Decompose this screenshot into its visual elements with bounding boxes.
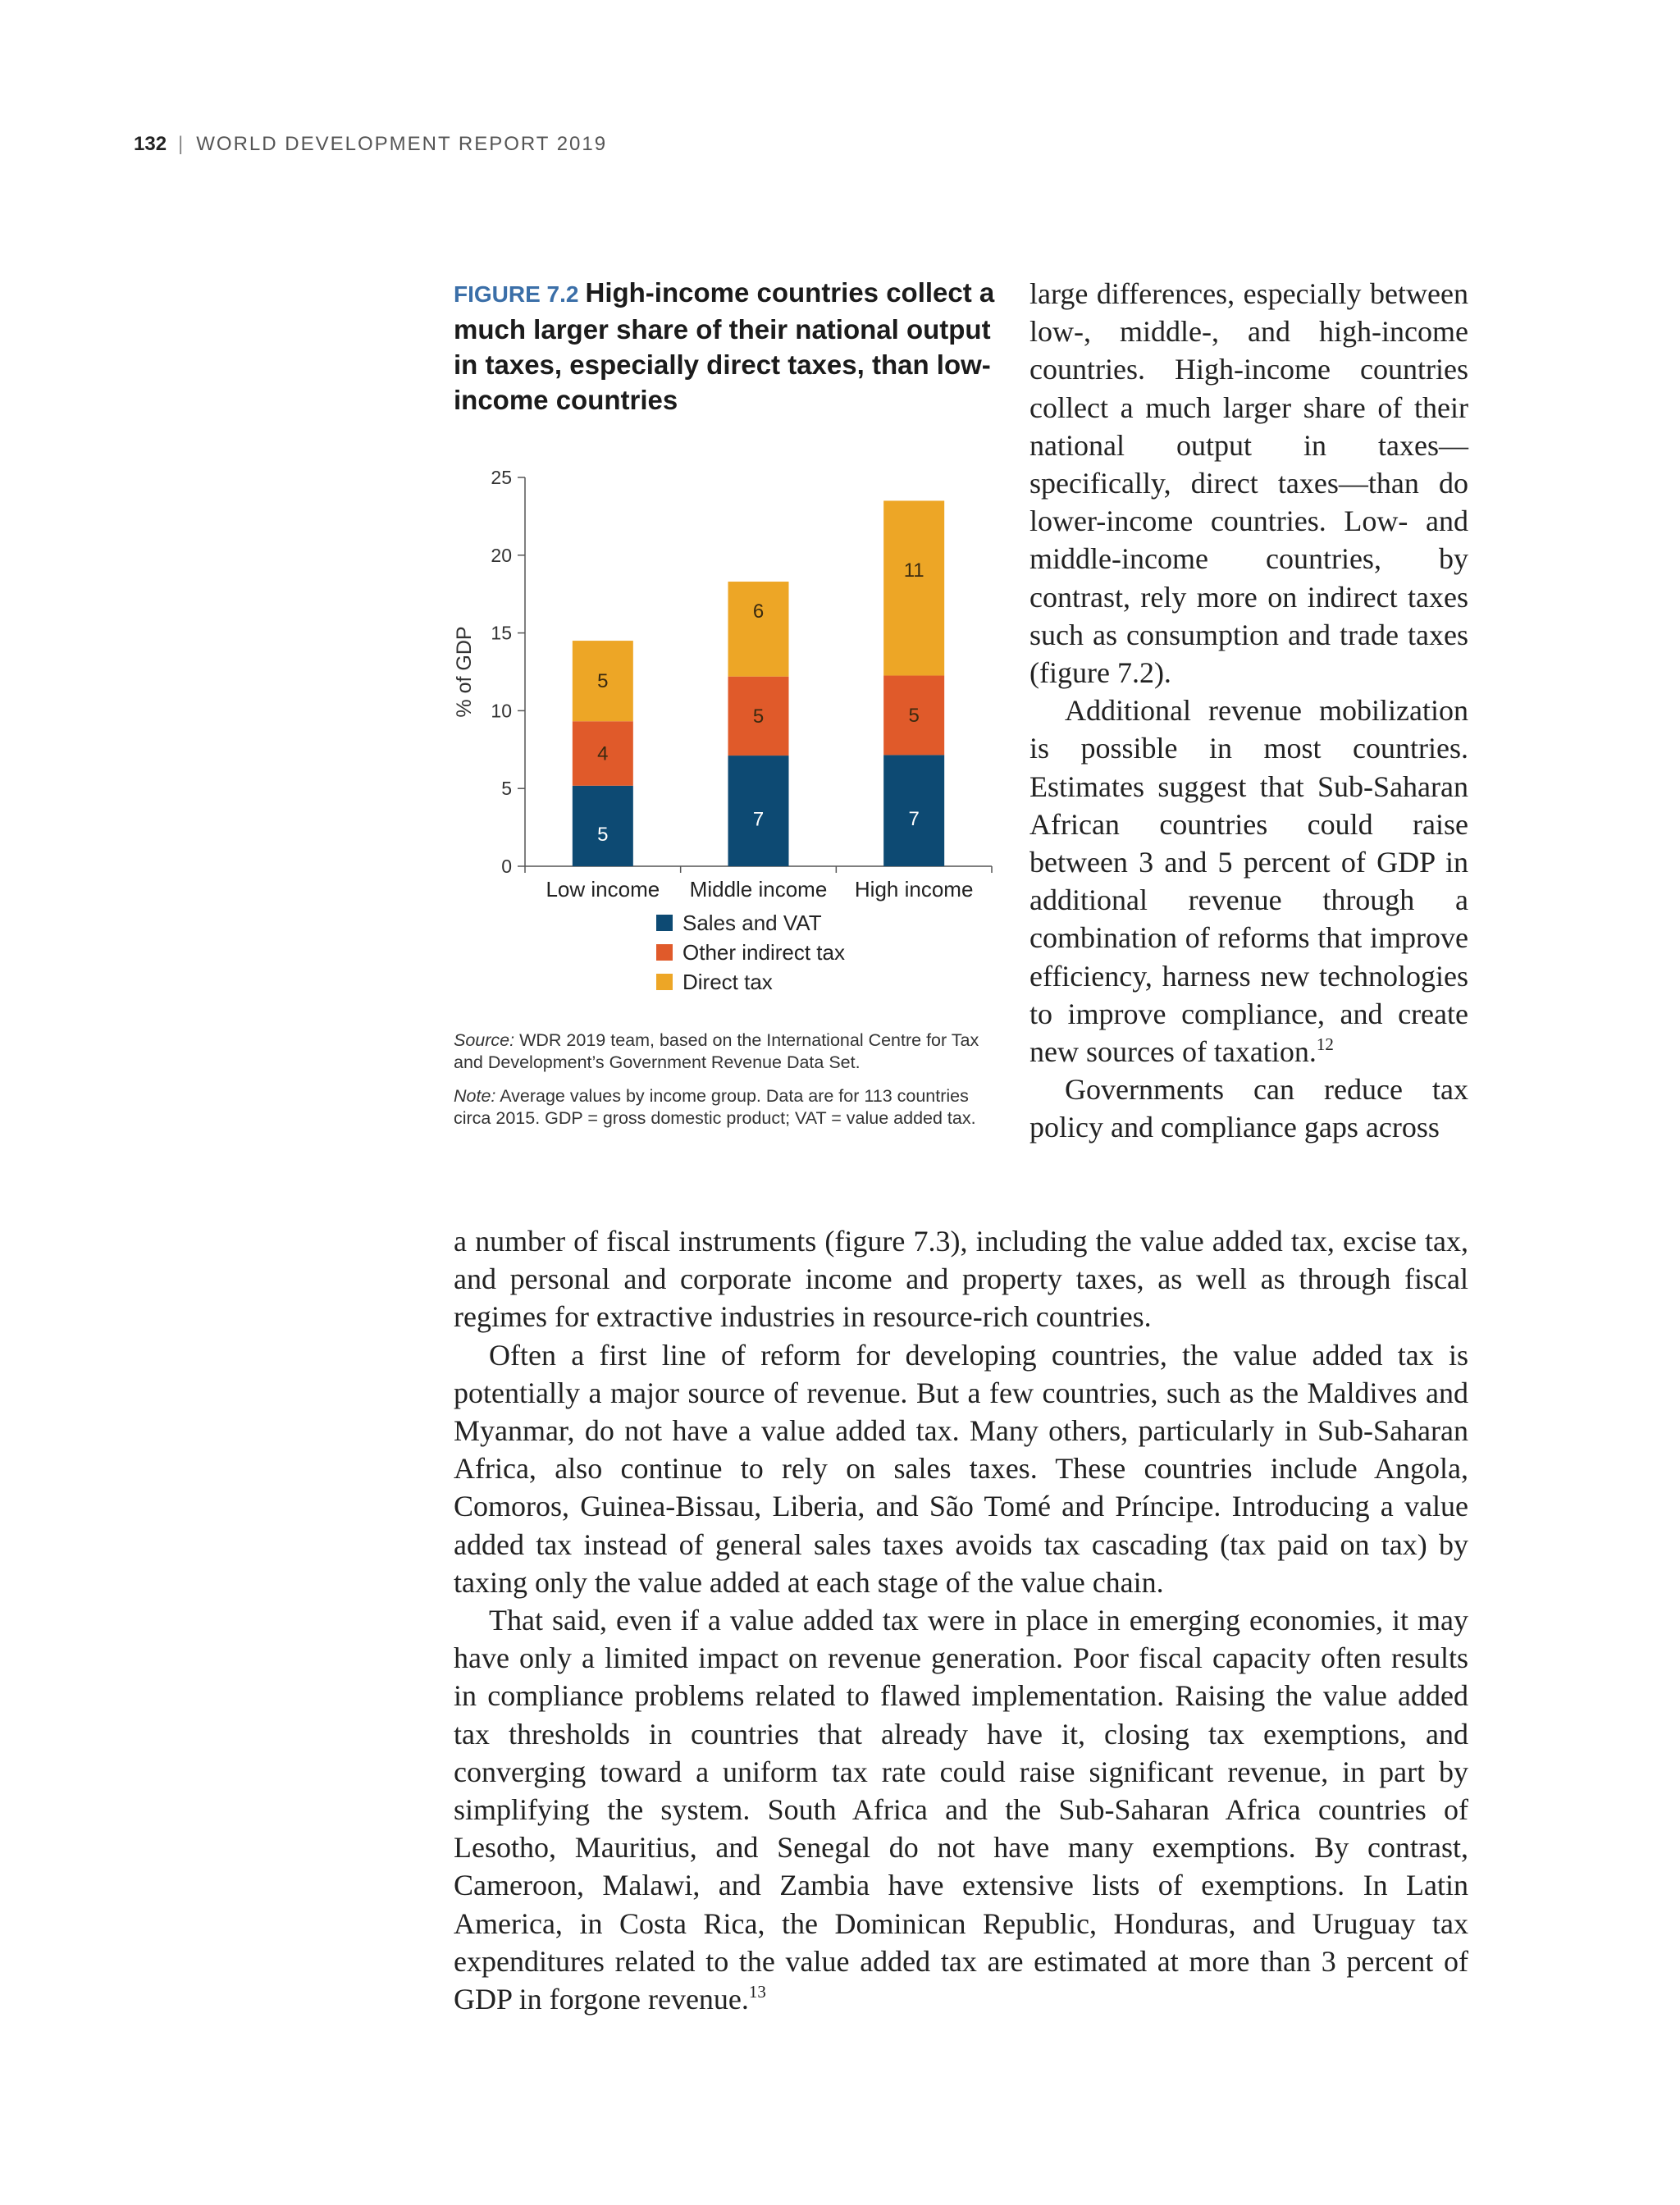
running-header: [134, 133, 607, 156]
paragraph-3-continued: a number of fiscal instruments (figure 7.3), including the value added tax, excise tax, and personal and corporate income and property taxes, as well as through fiscal regimes for extractive industries in resource-rich countries.: [454, 1225, 1468, 1334]
y-tick-label: 0: [501, 856, 512, 877]
paragraph-4: Often a first line of reform for developing countries, the value added tax is potentially a major source of revenue. But a few countries, such as the Maldives and Myanmar, do not have a value added tax. Many others, particularly in Sub-Saharan Africa, also continue to rely on sales taxes. These countries include Angola, Comoros, Guinea-Bissau, Liberia, and São Tomé and Príncipe. Introducing a value added tax instead of general sales taxes avoids tax cascading (tax paid on tax) by taxing only the value added at each stage of the value chain.: [454, 1338, 1468, 1599]
legend-label: Sales and VAT: [682, 911, 822, 935]
note-text: Average values by income group. Data are for 113 countries circa 2015. GDP = gross domestic product; VAT = value added tax.: [454, 1086, 976, 1128]
figure-note: [454, 1085, 995, 1130]
endnote-ref-13: 13: [748, 1982, 766, 2002]
stacked-bar-chart: [443, 459, 1009, 1017]
bar-value-label: 11: [903, 559, 924, 582]
bar-value-label: 7: [908, 808, 920, 831]
y-tick-label: 10: [491, 700, 512, 722]
page-number: 132: [134, 133, 167, 155]
legend-swatch: [656, 974, 673, 990]
x-category-label: Low income: [546, 877, 660, 902]
paragraph-2: [1029, 692, 1468, 1071]
paragraph-3: Governments can reduce tax policy and compliance gaps across: [1029, 1073, 1468, 1144]
figure-title-text: High-income countries collect a much larger share of their national output in taxes, especially direct taxes, than low-income countries: [454, 277, 995, 415]
y-tick-label: 25: [491, 467, 512, 488]
paragraph-5: [454, 1601, 1468, 2018]
bar-value-label: 6: [752, 600, 765, 623]
figure-label: FIGURE 7.2: [454, 281, 579, 307]
legend-swatch: [656, 915, 673, 931]
endnote-ref-12: 12: [1316, 1034, 1334, 1055]
source-label: Source:: [454, 1030, 515, 1050]
legend-swatch: [656, 944, 673, 961]
bar-value-label: 7: [752, 808, 765, 831]
figure-block: [454, 275, 995, 418]
full-width-column: [454, 1222, 1468, 2018]
x-category-label: High income: [854, 877, 974, 902]
legend-label: Other indirect tax: [682, 940, 845, 965]
report-title: WORLD DEVELOPMENT REPORT 2019: [196, 133, 608, 155]
y-tick-label: 15: [491, 622, 512, 644]
bar-value-label: 5: [752, 705, 765, 728]
bar-value-label: 5: [908, 704, 920, 727]
figure-title: [454, 275, 995, 418]
bar-segment-direct-tax: [883, 500, 944, 675]
bar-value-label: 5: [597, 823, 609, 846]
figure-source: [454, 1029, 995, 1074]
x-category-label: Middle income: [689, 877, 828, 902]
bar-value-label: 5: [597, 670, 609, 693]
y-tick-label: 5: [501, 778, 512, 800]
legend-label: Direct tax: [682, 970, 773, 994]
bar-value-label: 4: [597, 742, 609, 765]
source-text: WDR 2019 team, based on the International Centre for Tax and Development’s Government Revenue Data Set.: [454, 1030, 979, 1072]
right-column: [1029, 275, 1468, 1147]
y-tick-label: 20: [491, 544, 512, 566]
figure-notes: [454, 1029, 995, 1141]
note-label: Note:: [454, 1086, 496, 1106]
paragraph-1: large differences, especially between low-, middle-, and high-income countries. High-income countries collect a much larger share of their national output in taxes—specifically, direct taxes—than do lower-income countries. Low- and middle-income countries, by contrast, rely more on indirect taxes such as consumption and trade taxes (figure 7.2).: [1029, 277, 1468, 690]
chart-svg: [443, 459, 1009, 1017]
paragraph-2-text: Additional revenue mobilization is possible in most countries. Estimates suggest that Sub-Saharan African countries could raise between 3 and 5 percent of GDP in additional revenue through a combination of reforms that improve efficiency, harness new technologies to improve compliance, and create new sources of taxation.: [1029, 694, 1468, 1069]
bar-segment-direct-tax: [728, 582, 789, 677]
paragraph-5-text: That said, even if a value added tax were in place in emerging economies, it may have only a limited impact on revenue generation. Poor fiscal capacity often results in compliance problems related to flawed implementation. Raising the value added tax thresholds in countries that already have it, closing tax exemptions, and converging toward a uniform tax rate could raise significant revenue, in part by simplifying the system. South Africa and the Sub-Saharan Africa countries of Lesotho, Mauritius, and Senegal do not have many exemptions. By contrast, Cameroon, Malawi, and Zambia have extensive lists of exemptions. In Latin America, in Costa Rica, the Dominican Republic, Honduras, and Uruguay tax expenditures related to the value added tax are estimated at more than 3 percent of GDP in forgone revenue.: [454, 1604, 1468, 2016]
y-axis-label: % of GDP: [453, 626, 476, 718]
header-separator: |: [178, 133, 185, 155]
